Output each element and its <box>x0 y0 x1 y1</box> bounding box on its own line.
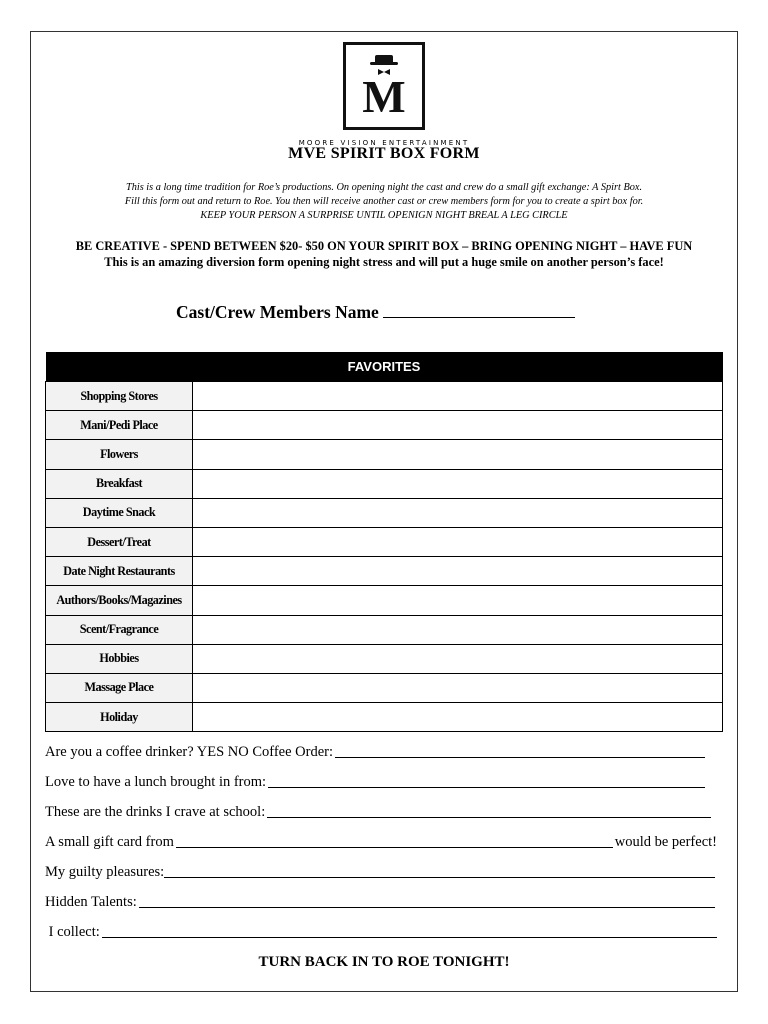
giftcard-suffix: would be perfect! <box>614 834 717 850</box>
drinks-question <box>45 804 713 821</box>
table-row <box>46 527 723 556</box>
answer-cell[interactable] <box>193 527 723 556</box>
intro-text <box>0 181 768 223</box>
table-row <box>46 382 723 411</box>
table-row <box>46 644 723 673</box>
guilty-field[interactable] <box>164 877 715 878</box>
row-label: Date Night Restaurants <box>46 557 193 586</box>
answer-cell[interactable] <box>193 673 723 702</box>
answer-cell[interactable] <box>193 703 723 732</box>
answer-cell[interactable] <box>193 644 723 673</box>
answer-cell[interactable] <box>193 382 723 411</box>
guilty-label: My guilty pleasures: <box>45 864 165 880</box>
drinks-field[interactable] <box>267 817 711 818</box>
collect-field[interactable] <box>102 937 717 938</box>
guilty-question <box>45 864 717 881</box>
rules-line: This is an amazing diversion form opening night stress and will put a huge smile on another person’s face! <box>104 255 664 269</box>
rules-line: BE CREATIVE - SPEND BETWEEN $20- $50 ON YOUR SPIRIT BOX – BRING OPENING NIGHT – HAVE FUN <box>75 239 693 253</box>
answer-cell[interactable] <box>193 615 723 644</box>
mve-logo <box>343 42 425 130</box>
giftcard-label: A small gift card from <box>45 834 174 850</box>
favorites-header: FAVORITES <box>46 352 723 382</box>
row-label: Massage Place <box>46 673 193 702</box>
table-row <box>46 498 723 527</box>
closing-note: TURN BACK IN TO ROE TONIGHT! <box>258 954 510 970</box>
row-label: Authors/Books/Magazines <box>46 586 193 615</box>
row-label: Daytime Snack <box>46 498 193 527</box>
table-row <box>46 673 723 702</box>
answer-cell[interactable] <box>193 411 723 440</box>
table-row <box>46 469 723 498</box>
row-label: Dessert/Treat <box>46 527 193 556</box>
giftcard-question <box>45 834 717 851</box>
row-label: Scent/Fragrance <box>46 615 193 644</box>
logo-tagline: MOORE VISION ENTERTAINMENT <box>298 139 470 147</box>
answer-cell[interactable] <box>193 557 723 586</box>
member-name-label: Cast/Crew Members Name <box>176 302 379 322</box>
answer-cell[interactable] <box>193 498 723 527</box>
table-row <box>46 411 723 440</box>
coffee-question <box>45 744 707 761</box>
coffee-label: Are you a coffee drinker? YES NO Coffee Order: <box>45 744 334 760</box>
answer-cell[interactable] <box>193 586 723 615</box>
member-name-field[interactable] <box>383 317 575 318</box>
rules-text <box>0 238 768 270</box>
collect-label: I collect: <box>45 924 100 940</box>
member-name-row <box>176 302 575 323</box>
logo-letter: M <box>362 71 406 122</box>
answer-cell[interactable] <box>193 440 723 469</box>
table-row <box>46 586 723 615</box>
form-title: MVE SPIRIT BOX FORM <box>288 145 480 162</box>
coffee-order-field[interactable] <box>335 757 705 758</box>
row-label: Breakfast <box>46 469 193 498</box>
talents-field[interactable] <box>139 907 715 908</box>
talents-question <box>45 894 717 911</box>
talents-label: Hidden Talents: <box>45 894 137 910</box>
collect-question <box>45 924 719 941</box>
table-row <box>46 557 723 586</box>
table-row <box>46 703 723 732</box>
row-label: Shopping Stores <box>46 382 193 411</box>
intro-line: Fill this form out and return to Roe. You then will receive another cast or crew members form for you to create a spirt box for. <box>124 196 644 207</box>
favorites-table <box>45 352 723 732</box>
row-label: Flowers <box>46 440 193 469</box>
row-label: Mani/Pedi Place <box>46 411 193 440</box>
row-label: Holiday <box>46 703 193 732</box>
row-label: Hobbies <box>46 644 193 673</box>
table-row <box>46 615 723 644</box>
lunch-label: Love to have a lunch brought in from: <box>45 774 267 790</box>
intro-line: This is a long time tradition for Roe’s productions. On opening night the cast and crew do a small gift exchange: A Spirt Box. <box>125 182 643 193</box>
drinks-label: These are the drinks I crave at school: <box>45 804 266 820</box>
lunch-question <box>45 774 707 791</box>
intro-line: KEEP YOUR PERSON A SURPRISE UNTIL OPENIGN NIGHT BREAL A LEG CIRCLE <box>200 210 568 221</box>
lunch-field[interactable] <box>268 787 705 788</box>
table-row <box>46 440 723 469</box>
answer-cell[interactable] <box>193 469 723 498</box>
giftcard-field[interactable] <box>176 847 613 848</box>
